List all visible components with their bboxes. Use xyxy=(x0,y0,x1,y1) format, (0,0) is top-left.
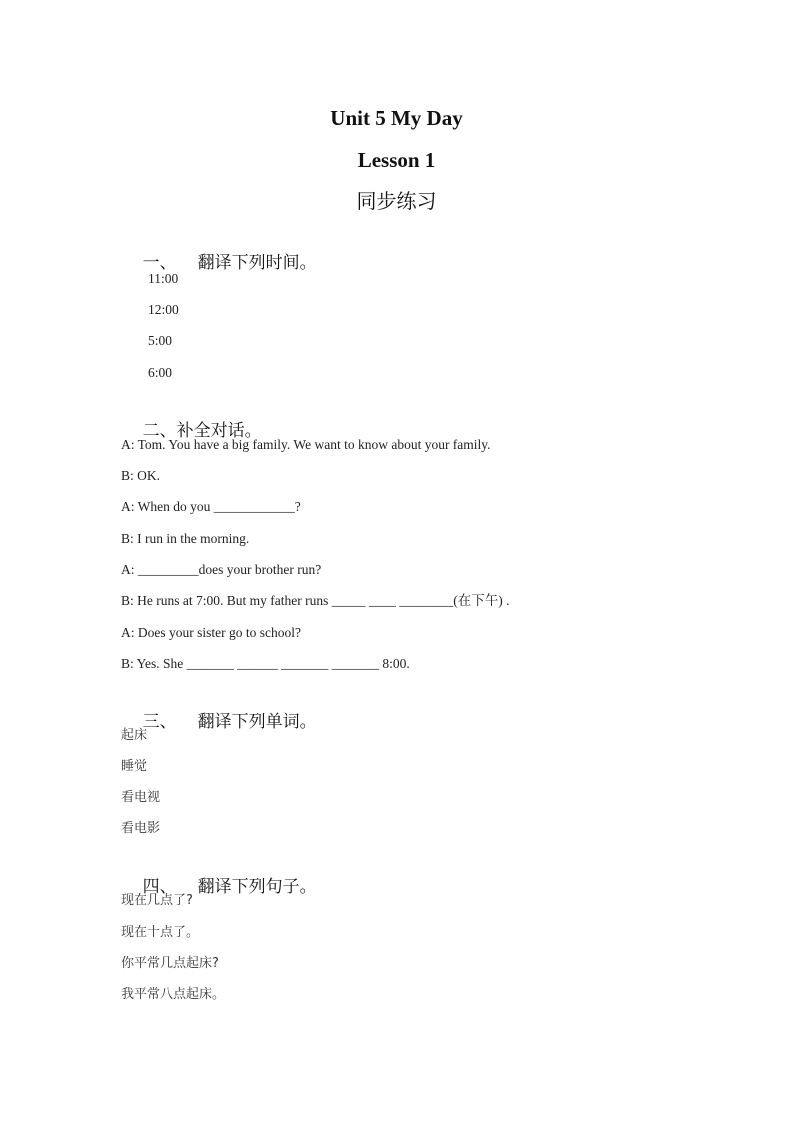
section-2-heading xyxy=(121,398,262,464)
time-item: 11:00 xyxy=(148,271,179,286)
dialogue-line: B: I run in the morning. xyxy=(121,531,250,546)
word-item: 起床 xyxy=(121,728,148,743)
section-3-number: 三、 xyxy=(142,712,177,732)
dialogue-line: A: When do you ____________? xyxy=(121,499,301,514)
section-2-title: 补全对话。 xyxy=(176,421,262,441)
section-1-title: 翻译下列时间。 xyxy=(197,253,317,273)
section-4-number: 四、 xyxy=(142,877,177,897)
unit-title: Unit 5 My Day xyxy=(330,106,463,130)
dialogue-line: A: Does your sister go to school? xyxy=(121,625,301,640)
dialogue-line: A: Tom. You have a big family. We want to know about your family. xyxy=(121,437,491,452)
time-item: 12:00 xyxy=(148,302,179,317)
dialogue-line: B: Yes. She _______ ______ _______ _______ 8:00. xyxy=(121,656,410,671)
time-item: 5:00 xyxy=(148,333,173,348)
section-4-heading xyxy=(121,854,317,920)
sentence-item: 现在十点了。 xyxy=(121,925,200,940)
sentence-item: 我平常八点起床。 xyxy=(121,987,226,1002)
sentence-item: 你平常几点起床? xyxy=(121,956,219,971)
lesson-title: Lesson 1 xyxy=(357,148,436,172)
section-4-title: 翻译下列句子。 xyxy=(197,877,317,897)
word-item: 看电视 xyxy=(121,790,161,805)
section-2-number: 二、 xyxy=(142,421,177,441)
section-1-number: 一、 xyxy=(142,253,177,273)
word-item: 睡觉 xyxy=(121,759,148,774)
practice-title: 同步练习 xyxy=(356,189,437,213)
dialogue-line: B: He runs at 7:00. But my father runs _____ ____ ________(在下午) . xyxy=(121,593,510,608)
dialogue-line: B: OK. xyxy=(121,468,161,483)
sentence-item: 现在几点了? xyxy=(121,893,193,908)
dialogue-line: A: _________does your brother run? xyxy=(121,562,322,577)
section-3-title: 翻译下列单词。 xyxy=(197,712,317,732)
section-3-heading xyxy=(121,689,317,755)
time-item: 6:00 xyxy=(148,365,173,380)
word-item: 看电影 xyxy=(121,821,161,836)
